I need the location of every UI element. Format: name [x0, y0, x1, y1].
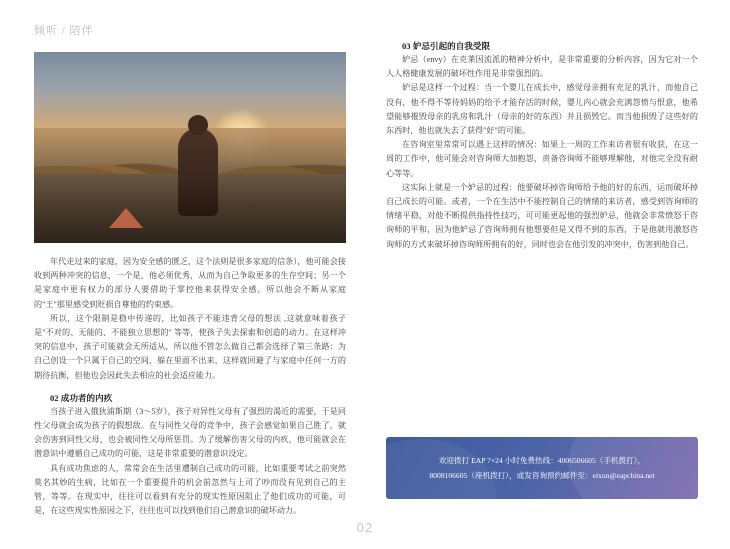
paragraph: 年代走过来的家庭，因为安全感的匮乏，这个法则是很多家庭的信条），他可能会接收到两种冲突的信息，一个是，他必须优秀，从而为自己争取更多的生存空间；另一个是家庭中更有权力的部分人要借助于掌控他来获得安全感，所以他会不断从家庭的"王"那里感受到贬损自尊他的约束感。 — [34, 257, 346, 309]
page-number: 02 — [356, 520, 374, 535]
contact-line-2: 8008106605（座机拨打），或发咨询预约邮件至：eixun@eapchina.net — [429, 471, 655, 480]
section-heading-02: 02 成功者的内疚 — [50, 392, 113, 403]
paragraph: 当孩子进入俄狄浦斯期（3～5岁），孩子对异性父母有了强烈的渴近的需要，于是同性父母就会成为孩子的假想敌。在与同性父母的竞争中，孩子会感觉如果自己胜了，就会伤害到同性父母，也会被同性父母所惩罚。为了缓解伤害父母的内疚，他可能就会在潜意识中遵循自己成功的可能，这是非常重要的潜意识设定。 — [34, 406, 346, 459]
left-column — [34, 52, 346, 518]
contact-banner — [386, 437, 698, 499]
page-header: 倾听 / 陪伴 — [34, 25, 94, 37]
paragraph: 妒忌（envy）在克莱因流派的精神分析中，是非常重要的分析内容，因为它对一个人人格健康发展的破坏性作用是非常强烈的。 — [386, 55, 698, 79]
contact-line-1: 欢迎拨打 EAP 7×24 小时免费热线：4006506605（手机拨打）， — [438, 456, 646, 465]
right-column — [386, 40, 698, 252]
paragraph: 妒忌是这样一个过程：当一个婴儿在成长中，感觉母亲拥有充足的乳汁，而他自己没有，他不得不等待妈妈的给予才能存活的时候，婴儿内心就会充满怨愤与恨意，他希望能够摧毁母亲的乳房和乳汁（母亲的好的东西）并且损毁它。而当他损毁了这些好的东西时，他也就失去了获得"好"的可能。 — [386, 83, 698, 136]
photo-tent — [109, 208, 143, 228]
section-heading-03: 03 妒忌引起的自我受限 — [402, 41, 491, 51]
sunset-camping-photo — [34, 52, 346, 243]
paragraph: 所以，这个限制是稳中传递的，比如孩子不能违背父母的想法 ,这就意味着孩子是"不对的、无能的、不能独立思想的" 等等，使孩子失去探索和创造的动力。在这样冲突的信息中，孩子可能就会无所适从，所以他不管怎么做自己都会选择了第三条路：为自己创设一个只属于自己的空间，躲在里面不出来，这样就回避了与家庭中任何一方的期待抗衡，但他也会因此失去相应的社会适应能力。 — [34, 313, 346, 380]
photo-person — [178, 128, 218, 216]
paragraph: 在咨询室里常常可以遇上这样的情况：如果上一周的工作来访者很有收获，在这一周的工作中，他可能会对咨询师大加抱怨，责备咨询师不能够理解他，对他完全没有耐心等等。 — [386, 140, 698, 178]
paragraph: 这实际上就是一个妒忌的过程：他要破坏掉咨询师给予他的好的东西，运而破坏掉自己成长的可能。或者，一个在生活中不能控制自己的情绪的来访者，感受到咨询师的情绪平稳，对他不断提供指持性技巧，可可能更起他的强烈妒忌，他就会非常愤怒于咨询师的平和，因为他妒忌了咨询师拥有他想要但是又得不到的东西，于是他就用激怒咨询师的方式来破坏掉咨询师所拥有的好，同时也会在他引发的冲突中，伤害到他自己。 — [386, 182, 698, 249]
paragraph: 具有成功焦虑的人，常常会在生活里遭制自己成功的可能，比如重要考试之前突然莫名其妙的生病，比如在一个重要提升的机会前忽然与上司了吵而没有见到自己的主管，等等。在现实中，往往可以看到有充分的现实性原因阻止了他们成功的可能，可是，在这些现实性原因之下，往往也可以找到他们自己潜意识的破坏动力。 — [34, 463, 346, 516]
contact-text — [386, 453, 698, 483]
